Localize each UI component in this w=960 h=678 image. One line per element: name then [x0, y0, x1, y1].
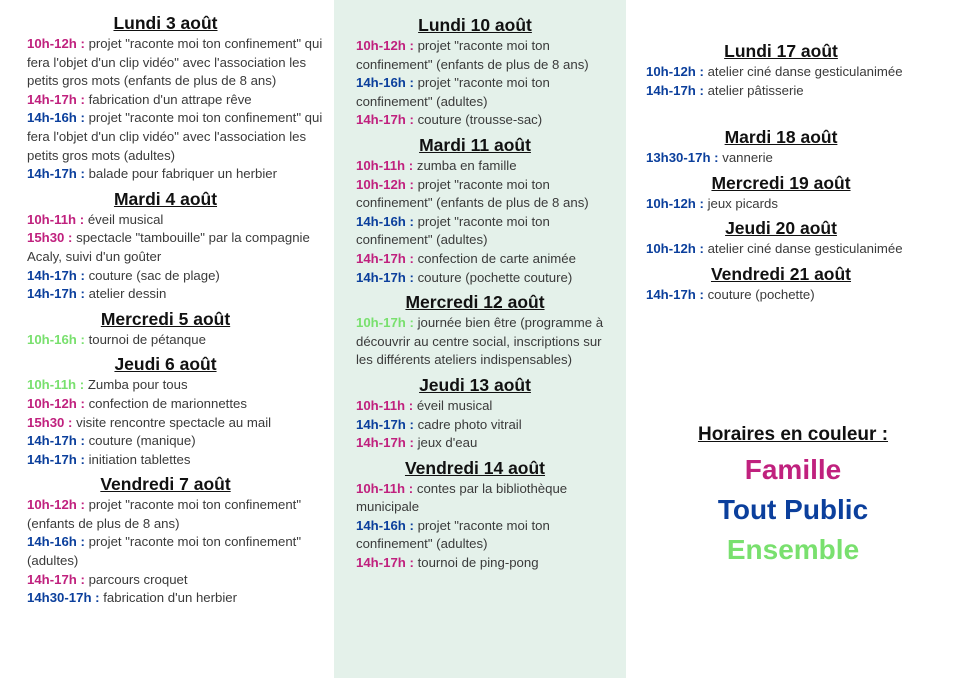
day-title: Jeudi 6 août	[114, 354, 217, 375]
event-text: couture (manique)	[88, 433, 196, 449]
day-block	[646, 217, 952, 259]
day-block	[646, 172, 952, 214]
event-time: 14h-17h :	[356, 250, 414, 266]
event-text: projet "raconte moi ton confinement" (enfants de plus de 8 ans)	[356, 38, 589, 72]
event-item	[356, 74, 620, 111]
event-time: 13h30-17h :	[646, 150, 719, 166]
event-time: 10h-12h :	[646, 64, 704, 79]
event-item	[27, 376, 326, 395]
legend-tout-public: Tout Public	[717, 494, 869, 525]
event-item	[646, 82, 952, 101]
event-text: confection de marionnettes	[88, 395, 247, 411]
event-text: projet "raconte moi ton confinement" qui fera l'objet d'un clip vidéo" avec l'association les petits gros mots (adultes)	[27, 110, 323, 163]
event-time: 15h30 :	[27, 414, 73, 430]
event-item	[27, 395, 326, 414]
event-time: 10h-11h :	[356, 157, 414, 173]
event-text: atelier ciné danse gesticulanimée	[707, 241, 903, 257]
event-item	[27, 451, 326, 470]
event-item	[356, 250, 620, 269]
event-item	[27, 229, 326, 266]
event-item	[646, 286, 952, 305]
event-time: 10h-17h :	[356, 315, 414, 331]
event-time: 14h-17h :	[27, 451, 85, 467]
event-item	[646, 149, 952, 168]
event-text: balade pour fabriquer un herbier	[88, 166, 277, 182]
event-time: 14h-17h :	[356, 269, 414, 285]
event-time: 14h-17h :	[646, 82, 704, 98]
event-time: 14h-17h :	[356, 435, 414, 451]
event-item	[27, 285, 326, 304]
event-item	[356, 176, 620, 213]
event-text: atelier ciné danse gesticulanimée	[707, 64, 903, 79]
day-title: Lundi 17 août	[724, 41, 838, 61]
event-text: zumba en famille	[416, 157, 517, 173]
event-time: 10h-12h :	[27, 36, 85, 51]
legend-famille: Famille	[744, 454, 842, 485]
event-text: confection de carte animée	[417, 250, 576, 266]
event-text: contes par la bibliothèque municipale	[356, 480, 568, 515]
event-item	[356, 157, 620, 176]
day-block	[27, 308, 326, 350]
event-text: tournoi de pétanque	[88, 331, 206, 347]
event-item	[356, 416, 620, 435]
event-time: 14h-16h :	[27, 534, 85, 550]
event-time: 10h-16h :	[27, 331, 85, 347]
event-text: projet "raconte moi ton confinement" qui fera l'objet d'un clip vidéo" avec l'association les petits gros mots (enfants de plus de 8 ans)	[27, 36, 323, 89]
event-time: 14h-17h :	[27, 571, 85, 587]
event-time: 10h-12h :	[646, 241, 704, 257]
event-text: jeux picards	[707, 195, 778, 211]
event-text: cadre photo vitrail	[417, 416, 522, 432]
event-item	[356, 434, 620, 453]
event-time: 10h-12h :	[356, 38, 414, 53]
day-title: Vendredi 7 août	[100, 474, 231, 495]
schedule-column-week-2	[334, 0, 626, 678]
event-text: atelier pâtisserie	[707, 82, 804, 98]
event-text: fabrication d'un herbier	[103, 590, 237, 606]
event-text: couture (pochette)	[707, 286, 815, 302]
event-text: couture (sac de plage)	[88, 267, 220, 283]
day-title: Lundi 3 août	[113, 13, 218, 33]
day-block	[356, 14, 620, 130]
event-time: 14h-17h :	[27, 286, 85, 302]
event-time: 10h-12h :	[356, 176, 414, 192]
event-time: 14h-16h :	[356, 213, 414, 229]
schedule-column-week-3	[626, 0, 960, 678]
event-item	[27, 496, 326, 533]
day-block	[646, 263, 952, 305]
event-text: projet "raconte moi ton confinement" (adultes)	[27, 534, 301, 569]
event-time: 10h-12h :	[646, 195, 704, 211]
day-title: Jeudi 13 août	[419, 374, 531, 395]
event-time: 14h-17h :	[27, 91, 85, 107]
day-block	[356, 134, 620, 287]
event-item	[356, 213, 620, 250]
event-text: atelier dessin	[88, 286, 167, 302]
event-text: projet "raconte moi ton confinement" (adultes)	[356, 517, 550, 552]
day-block	[27, 473, 326, 608]
event-text: initiation tablettes	[88, 451, 191, 467]
event-text: projet "raconte moi ton confinement" (enfants de plus de 8 ans)	[27, 497, 301, 531]
event-text: parcours croquet	[88, 571, 188, 587]
event-time: 14h-17h :	[27, 166, 85, 182]
event-item	[27, 35, 326, 91]
day-title: Mercredi 12 août	[405, 292, 545, 313]
event-time: 15h30 :	[27, 230, 73, 246]
event-text: projet "raconte moi ton confinement" (adultes)	[356, 75, 550, 109]
event-item	[27, 414, 326, 433]
event-item	[356, 554, 620, 573]
event-item	[356, 517, 620, 554]
day-title: Vendredi 14 août	[404, 457, 546, 478]
event-item	[27, 267, 326, 286]
event-item	[646, 240, 952, 259]
event-time: 10h-11h :	[356, 480, 414, 496]
event-text: éveil musical	[416, 397, 493, 413]
event-text: projet "raconte moi ton confinement" (enfants de plus de 8 ans)	[356, 176, 589, 211]
legend-title: Horaires en couleur :	[697, 424, 889, 445]
event-text: éveil musical	[87, 211, 164, 227]
event-time: 14h-17h :	[646, 286, 704, 302]
event-item	[356, 111, 620, 130]
event-item	[356, 269, 620, 288]
event-time: 14h-16h :	[27, 110, 85, 126]
event-text: visite rencontre spectacle au mail	[76, 414, 272, 430]
event-time: 14h30-17h :	[27, 590, 100, 606]
day-title: Mardi 4 août	[113, 188, 218, 209]
color-legend	[626, 424, 960, 570]
event-time: 10h-12h :	[27, 497, 85, 513]
event-text: journée bien être (programme à découvrir au centre social, inscriptions sur les différents ateliers indispensables)	[356, 315, 604, 368]
event-time: 14h-17h :	[356, 555, 414, 571]
event-item	[27, 211, 326, 230]
event-text: fabrication d'un attrape rêve	[88, 91, 252, 107]
day-title: Lundi 10 août	[418, 15, 532, 35]
day-block	[27, 12, 326, 184]
legend-ensemble: Ensemble	[726, 534, 860, 565]
day-block	[646, 40, 952, 100]
event-text: Zumba pour tous	[87, 377, 188, 393]
event-text: couture (pochette couture)	[417, 269, 573, 285]
day-block	[27, 353, 326, 469]
event-text: vannerie	[722, 150, 773, 166]
day-title: Mardi 18 août	[724, 127, 838, 148]
event-item	[646, 63, 952, 82]
day-title: Mercredi 19 août	[711, 172, 851, 193]
day-block	[646, 126, 952, 168]
event-item	[27, 331, 326, 350]
event-time: 14h-17h :	[356, 416, 414, 432]
schedule-column-week-1	[0, 0, 334, 678]
day-block	[356, 374, 620, 453]
day-title: Jeudi 20 août	[725, 218, 837, 239]
day-block	[27, 188, 326, 304]
event-item	[27, 432, 326, 451]
event-text: spectacle "tambouille" par la compagnie Acaly, suivi d'un goûter	[27, 230, 310, 264]
event-time: 10h-12h :	[27, 395, 85, 411]
day-block	[356, 457, 620, 573]
event-item	[646, 195, 952, 214]
event-item	[27, 533, 326, 570]
event-time: 14h-17h :	[27, 267, 85, 283]
event-item	[27, 589, 326, 608]
event-text: projet "raconte moi ton confinement" (adultes)	[356, 213, 550, 248]
event-time: 10h-11h :	[27, 211, 85, 227]
event-time: 14h-16h :	[356, 75, 414, 91]
event-time: 10h-11h :	[356, 397, 414, 413]
event-text: tournoi de ping-pong	[417, 555, 539, 571]
day-title: Mercredi 5 août	[100, 308, 231, 329]
event-time: 14h-17h :	[27, 433, 85, 449]
event-item	[27, 91, 326, 110]
event-item	[27, 571, 326, 590]
event-item	[356, 480, 620, 517]
event-item	[356, 37, 620, 74]
day-title: Mardi 11 août	[419, 134, 531, 155]
event-time: 14h-17h :	[356, 112, 414, 128]
event-item	[356, 397, 620, 416]
day-title: Vendredi 21 août	[710, 263, 852, 284]
event-item	[27, 109, 326, 165]
event-time: 14h-16h :	[356, 517, 414, 533]
event-item	[27, 165, 326, 184]
event-text: couture (trousse-sac)	[417, 112, 543, 128]
event-text: jeux d'eau	[417, 435, 478, 451]
event-item	[356, 314, 620, 370]
day-block	[356, 291, 620, 370]
event-time: 10h-11h :	[27, 377, 85, 393]
